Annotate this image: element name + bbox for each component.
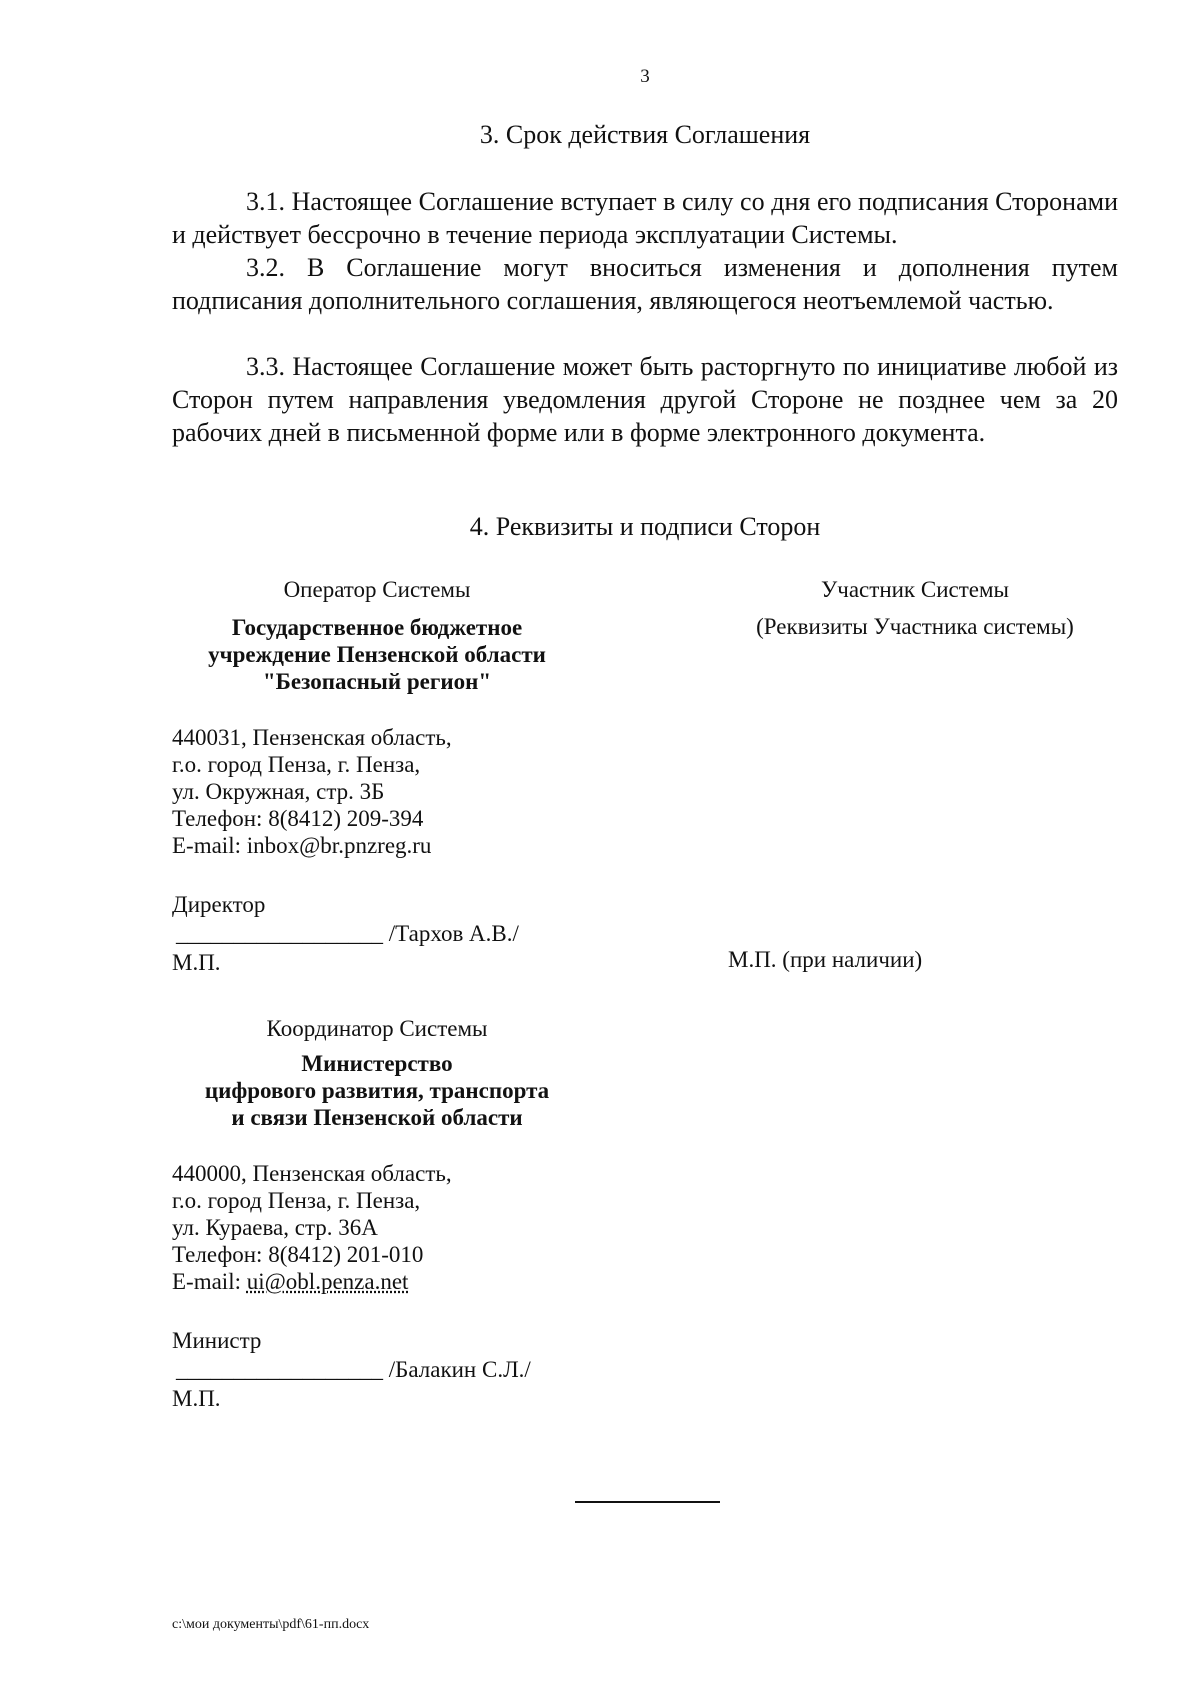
coordinator-email-line bbox=[172, 1268, 452, 1295]
operator-org-line: Государственное бюджетное bbox=[231, 615, 523, 640]
closing-divider bbox=[575, 1501, 720, 1503]
coordinator-address-line: ул. Кураева, стр. 36А bbox=[172, 1215, 378, 1240]
paragraph-3-1: 3.1. Настоящее Соглашение вступает в силу со дня его подписания Сторонами и действует бессрочно в течение периода эксплуатации Системы. bbox=[172, 187, 1118, 249]
operator-address bbox=[172, 724, 452, 859]
coordinator-address-line: 440000, Пензенская область, bbox=[172, 1161, 452, 1186]
operator-org-line: "Безопасный регион" bbox=[262, 669, 492, 694]
operator-address-line: Телефон: 8(8412) 209-394 bbox=[172, 806, 424, 831]
coordinator-org-line: Министерство bbox=[301, 1051, 453, 1076]
participant-details: (Реквизиты Участника системы) bbox=[756, 614, 1074, 639]
operator-signature-line: __________________ /Тархов А.В./ bbox=[176, 921, 519, 946]
coordinator-address-line: Телефон: 8(8412) 201-010 bbox=[172, 1242, 424, 1267]
participant-role: Участник Системы bbox=[821, 577, 1009, 602]
coordinator-stamp: М.П. bbox=[172, 1386, 221, 1411]
paragraph-3-3: 3.3. Настоящее Соглашение может быть расторгнуто по инициативе любой из Сторон путем направления уведомления другой Стороне не позднее чем за 20 рабочих дней в письменной форме или в форме электронного документа. bbox=[172, 352, 1118, 447]
coordinator-organization bbox=[172, 1050, 582, 1131]
page-number: 3 bbox=[640, 66, 650, 87]
operator-address-line: ул. Окружная, стр. 3Б bbox=[172, 779, 385, 804]
section-4-heading: 4. Реквизиты и подписи Сторон bbox=[469, 512, 821, 541]
operator-position: Директор bbox=[172, 892, 266, 917]
coordinator-org-line: и связи Пензенской области bbox=[231, 1105, 523, 1130]
coordinator-signature-line: __________________ /Балакин С.Л./ bbox=[176, 1357, 531, 1382]
operator-org-line: учреждение Пензенской области bbox=[208, 642, 546, 667]
coordinator-role: Координатор Системы bbox=[266, 1016, 488, 1041]
coordinator-position: Министр bbox=[172, 1328, 262, 1353]
operator-role: Оператор Системы bbox=[283, 577, 471, 602]
participant-stamp: М.П. (при наличии) bbox=[728, 947, 923, 972]
email-label: E-mail: bbox=[172, 1269, 247, 1294]
operator-organization bbox=[172, 614, 582, 695]
email-label: E-mail: bbox=[172, 833, 247, 858]
operator-email[interactable]: inbox@br.pnzreg.ru bbox=[246, 833, 432, 858]
section-3-heading: 3. Срок действия Соглашения bbox=[479, 120, 811, 149]
coordinator-address bbox=[172, 1160, 452, 1295]
footer-file-path: c:\мои документы\pdf\61-пп.docx bbox=[172, 1617, 370, 1632]
operator-address-line: г.о. город Пенза, г. Пенза, bbox=[172, 752, 421, 777]
coordinator-address-line: г.о. город Пенза, г. Пенза, bbox=[172, 1188, 421, 1213]
operator-email-line bbox=[172, 832, 452, 859]
operator-stamp: М.П. bbox=[172, 950, 221, 975]
operator-address-line: 440031, Пензенская область, bbox=[172, 725, 452, 750]
coordinator-org-line: цифрового развития, транспорта bbox=[204, 1078, 550, 1103]
coordinator-email-link[interactable]: ui@obl.penza.net bbox=[246, 1269, 409, 1294]
paragraph-3-2: 3.2. В Соглашение могут вноситься изменения и дополнения путем подписания дополнительного соглашения, являющегося неотъемлемой частью. bbox=[172, 253, 1118, 315]
